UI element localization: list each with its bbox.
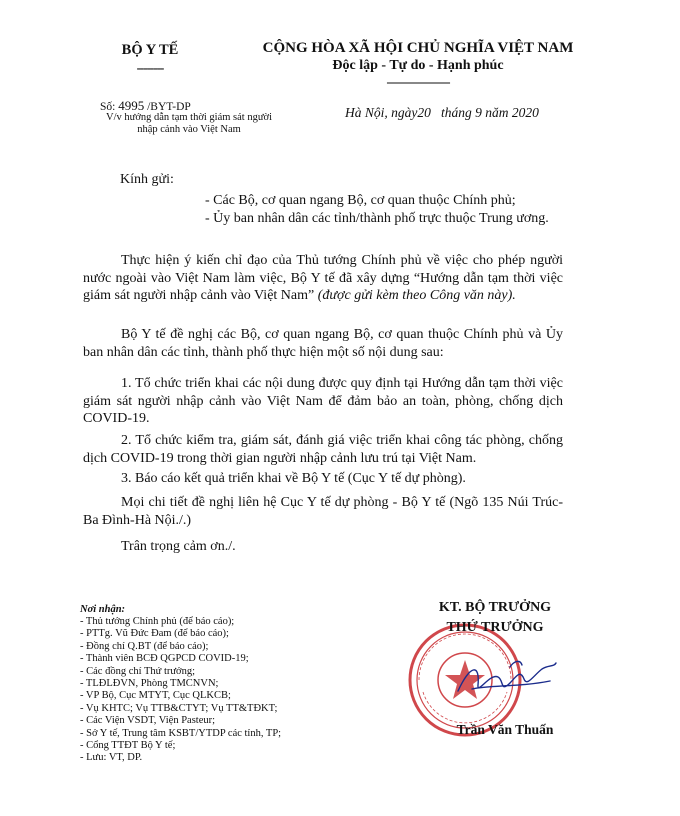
national-motto: Độc lập - Tự do - Hạnh phúc bbox=[332, 58, 504, 73]
document-subject: V/v hướng dẫn tạm thời giám sát người nhập cảnh vào Việt Nam bbox=[106, 112, 272, 135]
intro-italic: (được gửi kèm theo Công văn này). bbox=[317, 288, 516, 303]
request-text: Bộ Y tế đề nghị các Bộ, cơ quan ngang Bộ, cơ quan thuộc Chính phủ và Ủy ban nhân dân các tỉnh, thành phố thực hiện một số nội dung sau: bbox=[83, 327, 563, 360]
list-item: - Các đồng chí Thứ trưởng; bbox=[80, 665, 196, 677]
list-item: - Lưu: VT, DP. bbox=[80, 752, 143, 764]
item-3-text: 3. Báo cáo kết quả triển khai về Bộ Y tế (Cục Y tế dự phòng). bbox=[121, 471, 466, 486]
contact-text: Mọi chi tiết đề nghị liên hệ Cục Y tế dự phòng - Bộ Y tế (Ngõ 135 Núi Trúc- Ba Đình-Hà Nội./.) bbox=[83, 495, 563, 528]
list-item: - Thành viên BCĐ QGPCD COVID-19; bbox=[80, 653, 249, 665]
national-title: CỘNG HÒA XÃ HỘI CHỦ NGHĨA VIỆT NAM bbox=[262, 40, 574, 56]
document-date: Hà Nội, ngày20 tháng 9 năm 2020 bbox=[345, 105, 539, 120]
paragraph-thanks bbox=[83, 538, 563, 556]
item-2-text: 2. Tổ chức kiểm tra, giám sát, đánh giá việc triển khai công tác phòng, chống dịch COVID-19 trong thời gian người nhập cảnh lưu trú tại Việt Nam. bbox=[83, 433, 563, 466]
paragraph-item-2 bbox=[83, 432, 563, 467]
list-item: - Cổng TTĐT Bộ Y tế; bbox=[80, 740, 176, 752]
paragraph-item-3 bbox=[83, 470, 563, 488]
list-item: - TLĐLĐVN, Phòng TMCNVN; bbox=[80, 678, 219, 690]
doc-no-suffix: /BYT-DP bbox=[147, 101, 191, 113]
greeting: Kính gửi: bbox=[120, 172, 174, 187]
recipient-line: - Các Bộ, cơ quan ngang Bộ, cơ quan thuộc Chính phủ; bbox=[205, 193, 516, 208]
list-item: - Đồng chí Q.BT (để báo cáo); bbox=[80, 640, 209, 652]
doc-no-prefix: Số: bbox=[100, 101, 116, 113]
paragraph-contact bbox=[83, 494, 563, 529]
ministry-divider: -------- bbox=[136, 60, 164, 75]
paragraph-intro bbox=[83, 252, 563, 305]
list-item: - PTTg. Vũ Đức Đam (để báo cáo); bbox=[80, 628, 229, 640]
noi-nhan-title: Nơi nhận: bbox=[80, 604, 126, 615]
list-item: - VP Bộ, Cục MTYT, Cục QLKCB; bbox=[80, 690, 231, 702]
signature-title-secondary: THỨ TRƯỞNG bbox=[446, 620, 544, 635]
thanks-text: Trân trọng cảm ơn./. bbox=[121, 539, 236, 554]
list-item: - Sở Y tế, Trung tâm KSBT/YTDP các tỉnh, TP; bbox=[80, 727, 282, 739]
intro-text: Thực hiện ý kiến chỉ đạo của Thủ tướng Chính phủ về việc cho phép người nước ngoài vào Việt Nam làm việc, Bộ Y tế đã xây dựng “Hướng dẫn tạm thời việc giám sát người nhập cảnh vào Việt Nam” bbox=[83, 253, 563, 303]
motto-divider: --------------------- bbox=[386, 75, 450, 89]
item-1-text: 1. Tổ chức triển khai các nội dung được quy định tại Hướng dẫn tạm thời việc giám sát người nhập cảnh vào Việt Nam để đảm bảo an toàn, phòng, chống dịch COVID-19. bbox=[83, 376, 563, 426]
list-item: - Thủ tướng Chính phủ (để báo cáo); bbox=[80, 616, 235, 627]
paragraph-item-1 bbox=[83, 375, 563, 428]
handwritten-signature bbox=[450, 655, 560, 705]
signer-name: Trần Văn Thuấn bbox=[456, 722, 554, 737]
noi-nhan-list bbox=[80, 616, 380, 765]
signature-title-primary: KT. BỘ TRƯỞNG bbox=[438, 600, 552, 615]
ministry-name: BỘ Y TẾ bbox=[121, 42, 179, 58]
doc-no: 4995 bbox=[118, 98, 145, 113]
list-item: - Vụ KHTC; Vụ TTB&CTYT; Vụ TT&TĐKT; bbox=[80, 702, 278, 714]
paragraph-request bbox=[83, 326, 563, 361]
recipient-line: - Ủy ban nhân dân các tỉnh/thành phố trực thuộc Trung ương. bbox=[205, 211, 549, 226]
list-item: - Các Viện VSDT, Viện Pasteur; bbox=[80, 715, 216, 727]
